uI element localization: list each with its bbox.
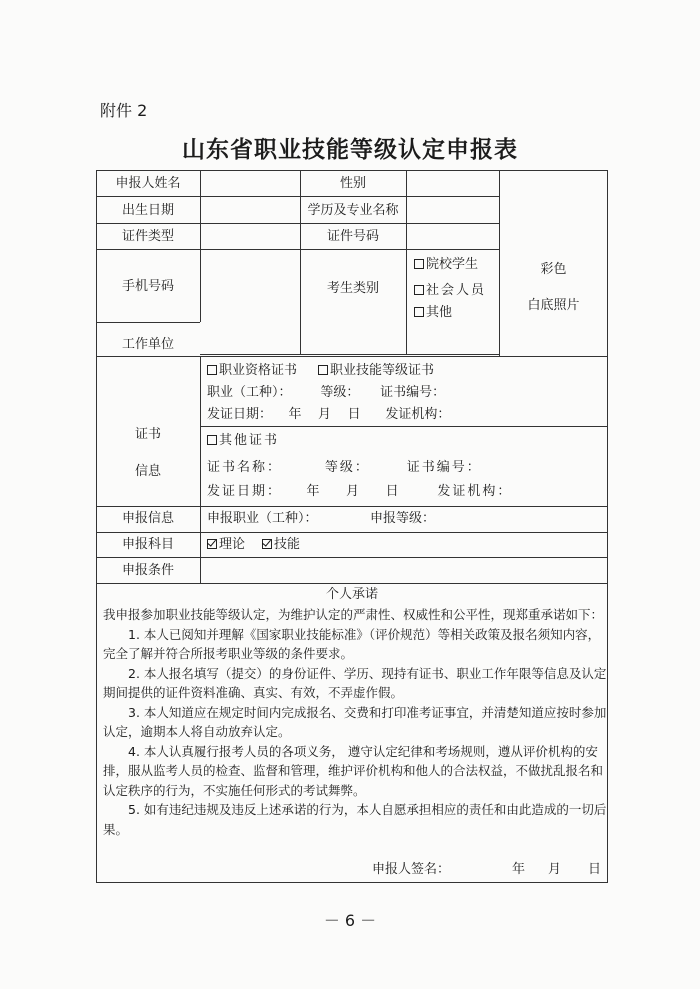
option-social[interactable] (414, 283, 486, 299)
other-cert-label: 其他证书 (219, 433, 280, 448)
gender-label: 性别 (339, 176, 366, 191)
option-other[interactable] (414, 305, 452, 321)
phone-label: 手机号码 (121, 279, 174, 294)
id-type-label: 证件类型 (121, 229, 174, 244)
education-label: 学历及专业名称 (307, 203, 399, 218)
attachment-label: 附件 2 (100, 101, 148, 120)
photo-label-2: 白底照片 (527, 298, 580, 313)
apply-subject-label: 申报科目 (121, 537, 174, 552)
apply-level: 申报等级： (370, 511, 436, 526)
other-label: 其他 (426, 305, 453, 320)
theory-checkbox[interactable] (207, 539, 217, 549)
signature-day: 日 (588, 862, 602, 877)
pledge-item-5: 5. 如有违纪违规及违反上述承诺的行为，本人自愿承担相应的责任和由此造成的一切后果。 (103, 802, 607, 837)
option-student[interactable] (414, 257, 478, 273)
skill-label: 技能 (274, 537, 301, 552)
other-cert-option[interactable] (207, 433, 279, 449)
cert-info-label-2: 信息 (134, 464, 161, 479)
skill-cert-checkbox[interactable] (318, 365, 328, 375)
name-label: 申报人姓名 (115, 176, 181, 191)
page-number: － 6 － (323, 911, 377, 930)
pledge-item-3: 3. 本人知道应在规定时间内完成报名、交费和打印准考证事宜，并清楚知道应按时参加认定，逾期本人将自动放弃认定。 (103, 704, 607, 739)
candidate-type-label: 考生类别 (326, 281, 379, 296)
birth-date-label: 出生日期 (121, 203, 174, 218)
social-checkbox[interactable] (414, 285, 424, 295)
skill-cert-label: 职业技能等级证书 (330, 363, 435, 378)
other-cert-line-issue-date: 发证日期： 年 月 日 发证机构： (207, 484, 513, 499)
skill-checkbox[interactable] (262, 539, 272, 549)
workplace-label: 工作单位 (121, 337, 174, 352)
photo-label-1: 彩色 (540, 262, 567, 277)
pledge-item-4: 4. 本人认真履行报考人员的各项义务， 遵守认定纪律和考场规则，遵从评价机构的安排，服从监考人员的检查、监督和管理，维护评价机构和他人的合法权益，不做扰乱报名和认定秩序的行为，不实施任何形式的考试舞弊。 (103, 743, 604, 798)
cert-info-label-1: 证书 (134, 427, 161, 442)
cert-line-issue-date: 发证日期： 年 月 日 发证机构： (207, 407, 451, 422)
other-checkbox[interactable] (414, 307, 424, 317)
apply-info-label: 申报信息 (121, 511, 174, 526)
qual-cert-option[interactable] (207, 363, 297, 379)
signature-label: 申报人签名： (372, 862, 451, 877)
id-number-label: 证件号码 (326, 229, 379, 244)
cert-line-occupation: 职业（工种）： 等级： 证书编号： (207, 385, 446, 400)
theory-label: 理论 (219, 537, 246, 552)
pledge-body (103, 605, 607, 839)
other-cert-checkbox[interactable] (207, 435, 217, 445)
pledge-item-2: 2. 本人报名填写（提交）的身份证件、学历、现持有证书、职业工作年限等信息及认定期间提供的证件资料准确、真实、有效，不弄虚作假。 (103, 665, 607, 700)
student-checkbox[interactable] (414, 259, 424, 269)
signature-month: 月 (548, 862, 562, 877)
skill-cert-option[interactable] (318, 363, 434, 379)
apply-condition-label: 申报条件 (121, 563, 174, 578)
student-label: 院校学生 (426, 257, 479, 272)
subject-theory[interactable] (207, 537, 245, 553)
qual-cert-label: 职业资格证书 (219, 363, 298, 378)
qual-cert-checkbox[interactable] (207, 365, 217, 375)
social-label: 社会人员 (426, 283, 487, 298)
subject-skill[interactable] (262, 537, 300, 553)
apply-occupation: 申报职业（工种）： (207, 511, 318, 526)
form-title: 山东省职业技能等级认定申报表 (182, 137, 518, 163)
pledge-item-1: 1. 本人已阅知并理解《国家职业技能标准》（评价规范）等相关政策及报名须知内容，完全了解并符合所报考职业等级的条件要求。 (103, 626, 601, 661)
other-cert-line-name: 证书名称： 等级： 证书编号： (207, 460, 482, 475)
pledge-heading: 个人承诺 (325, 587, 378, 602)
signature-year: 年 (512, 862, 526, 877)
pledge-intro: 我申报参加职业技能等级认定，为维护认定的严肃性、权威性和公平性，现郑重承诺如下： (103, 607, 604, 622)
